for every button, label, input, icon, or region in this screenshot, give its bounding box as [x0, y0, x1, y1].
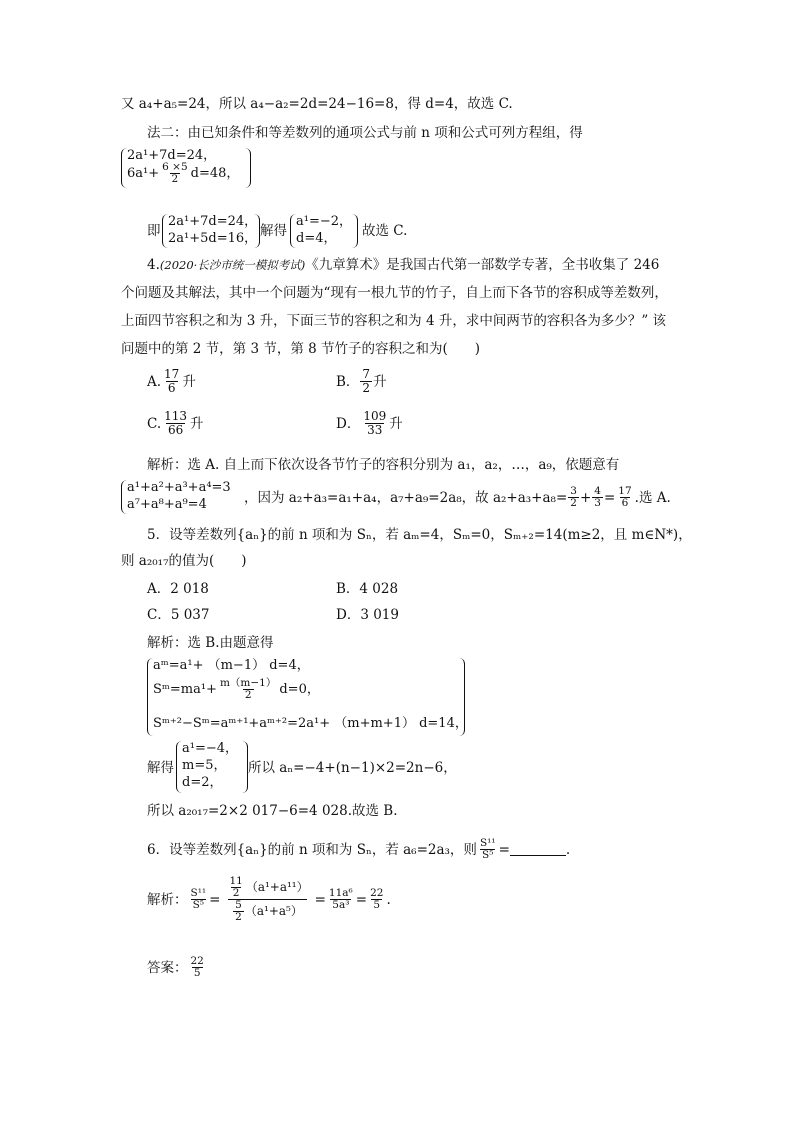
text-line: 法二：由已知条件和等差数列的通项公式与前 n 项和公式可列方程组，得 — [147, 125, 583, 141]
solution-line: ，因为 a₂+a₃=a₁+a₄，a₇+a₉=2a₈，故 a₂+a₃+a₈= $\frac{3}{2}$ + $\frac{4}{3}$ = $\frac{17}{6}$ .选 A. — [244, 485, 671, 509]
option-a: A．2 018 — [147, 581, 209, 597]
equation-row: m=5， — [182, 758, 227, 773]
fraction: $\frac{7}{2}$ — [362, 367, 371, 395]
equation-row: 2a¹+7d=24， — [127, 148, 217, 163]
equation-system — [162, 214, 266, 248]
equation-part: d=48， — [190, 165, 240, 181]
equation-row: 2a¹+7d=24， — [168, 214, 258, 229]
equation-row: a¹=−4， — [182, 741, 239, 756]
answer-line: 答案： $\frac{22}{5}$ — [147, 955, 204, 979]
text-line: 又 a₄+a₅=24，所以 a₄−a₂=2d=24−16=8，得 d=4，故选 C. — [121, 96, 513, 112]
text-line: 上面四节容积之和为 3 升，下面三节的容积之和为 4 升，求中间两节的容积各为多少？” 该 — [121, 313, 667, 329]
fraction: $\frac{109}{33}$ — [363, 409, 387, 437]
fraction: $\frac{\text{11a⁶}}{\text{5a³}}$ — [328, 887, 353, 911]
equation-part: 6a¹+ — [127, 165, 160, 181]
option-c: C．5 037 — [147, 607, 210, 623]
equation-row: 2a¹+5d=16， — [168, 231, 258, 246]
text-line: 问题中的第 2 节，第 3 节，第 8 节竹子的容积之和为( ) — [121, 341, 481, 357]
fraction: $\frac{17}{6}$ — [618, 485, 632, 509]
jiede-label: 解得 — [147, 760, 174, 776]
fraction: $\frac{17}{6}$ — [164, 367, 180, 395]
question-6-line1: 6．设等差数列{aₙ}的前 n 项和为 Sₙ，若 a₆=2a₃，则 $\frac{\text{S¹¹}}{\text{S⁵}}$ = . — [147, 837, 571, 861]
ji-label: 即 — [147, 223, 161, 239]
option-a: A. $\frac{17}{6}$ 升 — [147, 367, 196, 395]
fraction: $\frac{4}{3}$ — [594, 485, 601, 509]
fraction: $\frac{\text{S¹¹}}{\text{S⁵}}$ — [479, 837, 496, 861]
fraction: $\frac{\text{S¹¹}}{\text{S⁵}}$ — [190, 887, 207, 911]
equation-row: d=2， — [182, 775, 223, 790]
equation-row: aᵐ=a¹+ （m−1） d=4， — [153, 658, 310, 673]
equation-system — [147, 658, 469, 736]
equation-system — [176, 741, 248, 793]
big-fraction: $\frac{11}{2}$ （a¹+a¹¹） $\frac{5}{2}$ （a¹+a⁵） — [229, 875, 309, 923]
text-line: 故选 C. — [362, 223, 408, 239]
equation-row: a¹+a²+a³+a⁴=3 — [127, 480, 231, 495]
fraction: $\frac{22}{5}$ — [370, 887, 384, 911]
option-d: D．3 019 — [336, 607, 399, 623]
fraction: $\frac{113}{66}$ — [164, 409, 188, 437]
option-c: C. $\frac{113}{66}$ 升 — [147, 409, 204, 437]
solution-line: 解析：选 B.由题意得 — [147, 635, 274, 651]
question-5-line1: 5．设等差数列{aₙ}的前 n 项和为 Sₙ，若 aₘ=4，Sₘ=0，Sₘ₊₂=14(m≥2，且 m∈N*)， — [147, 527, 692, 543]
equation-system — [121, 148, 261, 188]
equation-row: a⁷+a⁸+a⁹=4 — [127, 497, 207, 512]
equation-part: d=0， — [279, 681, 320, 697]
option-b: B． $\frac{7}{2}$ 升 — [336, 367, 387, 395]
text-line: 所以 a₂₀₁₇=2×2 017−6=4 028.故选 B. — [147, 803, 398, 819]
equation-system — [290, 214, 360, 248]
equation-part: Sᵐ=ma¹+ — [153, 681, 217, 697]
answer-blank — [510, 843, 566, 856]
text-line: 则 a₂₀₁₇的值为( ) — [121, 553, 247, 569]
solution-line: 解析：选 A. 自上而下依次设各节竹子的容积分别为 a₁，a₂，…，a₉，依题意有 — [147, 457, 620, 473]
fraction: $\frac{m(m-1)}{2}$ — [219, 677, 277, 701]
option-b: B．4 028 — [336, 581, 399, 597]
solution-line: 解析： $\frac{\text{S¹¹}}{\text{S⁵}}$ = $\frac{11}{2}$ （a¹+a¹¹） $\frac{5}{2}$ （a¹+a⁵） = $\frac{\text{11a⁶}}{\text{5a³}}$ = $\frac{22}{5}$ . — [147, 875, 391, 923]
question-source: (2020·长沙市统一模拟考试) — [159, 258, 306, 272]
text-line: 个问题及其解法，其中一个问题为“现有一根九节的竹子，自上而下各节的容积成等差数列， — [121, 285, 668, 301]
option-d: D． $\frac{109}{33}$ 升 — [336, 409, 403, 437]
equation-row: a¹=−2， — [296, 214, 353, 229]
jiede-label: 解得 — [260, 223, 287, 239]
text-line: 所以 aₙ=−4+(n−1)×2=2n−6， — [248, 760, 457, 776]
equation-row: d=4， — [296, 231, 337, 246]
fraction: $\frac{3}{2}$ — [570, 485, 577, 509]
equation-system — [121, 480, 247, 514]
question-4-line1: 4.(2020·长沙市统一模拟考试)《九章算术》是我国古代第一部数学专著，全书收集了 246 — [147, 257, 660, 273]
equation-row: Sᵐ⁺²−Sᵐ=aᵐ⁺¹+aᵐ⁺²=2a¹+ （m+m+1） d=14， — [153, 716, 468, 731]
fraction: $\frac{6 \times 5}{2}$ — [162, 161, 188, 185]
fraction: $\frac{22}{5}$ — [190, 955, 204, 979]
